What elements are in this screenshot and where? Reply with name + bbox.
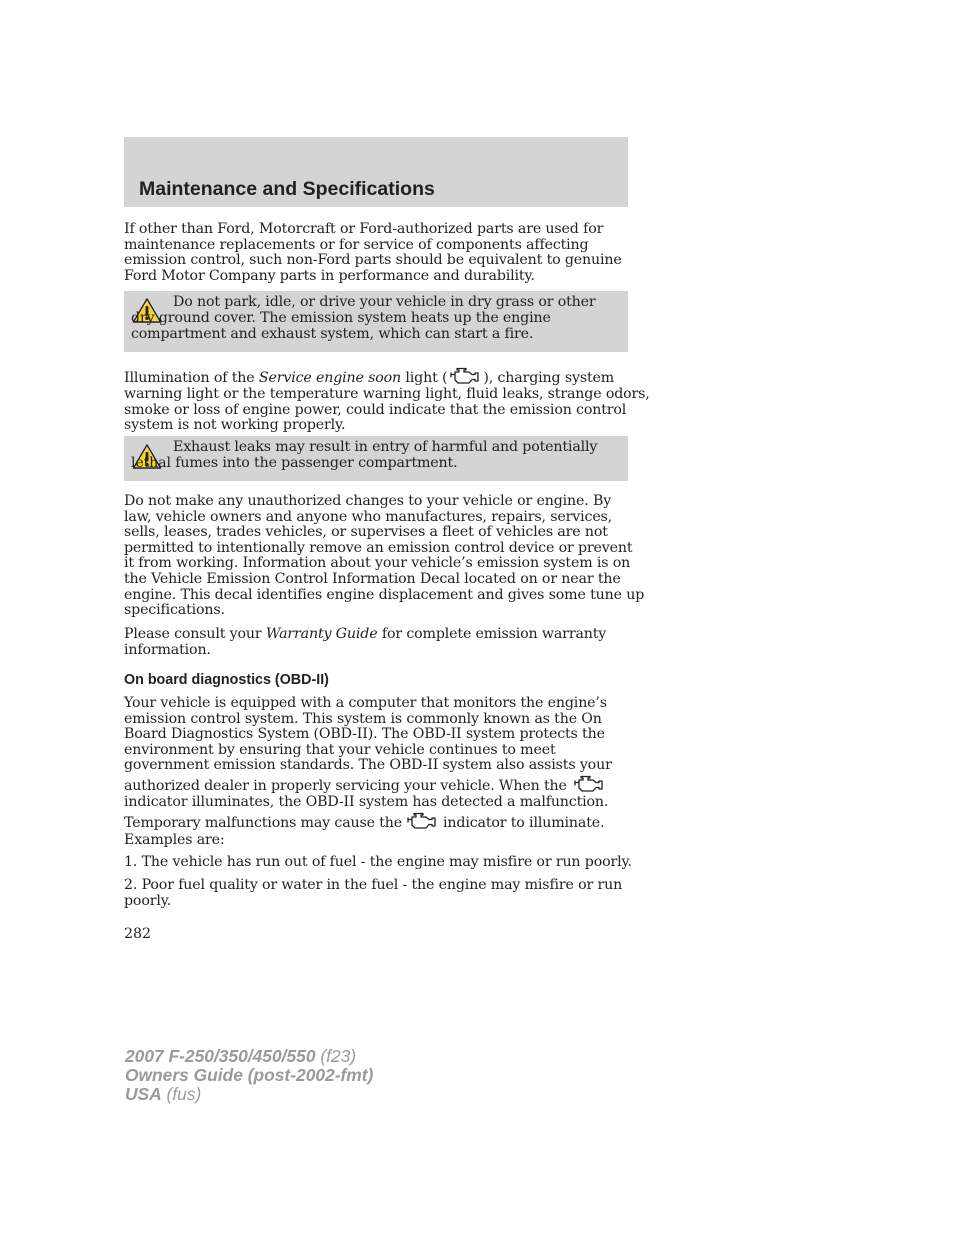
document-footer: [125, 1047, 373, 1103]
warning-text: Exhaust leaks may result in entry of harmful and potentially lethal fumes into the passenger compartment.: [131, 439, 598, 472]
warning-box-fire: [124, 291, 628, 352]
text-line: it from working. Information about your vehicle’s emission system is on: [124, 555, 631, 572]
footer-line: [125, 1085, 373, 1104]
footer-line: [125, 1047, 373, 1066]
illumination-paragraph: [124, 366, 650, 434]
text-span: authorized dealer in properly servicing your vehicle. When the: [124, 777, 567, 794]
section-header-band: [124, 137, 628, 207]
list-item: 1. The vehicle has run out of fuel - the engine may misfire or run poorly.: [124, 854, 632, 870]
text-line: system is not working properly.: [124, 417, 346, 434]
text-line: Ford Motor Company parts in performance and durability.: [124, 267, 535, 284]
obd-paragraph: [124, 696, 628, 848]
text-span: Please consult your: [124, 626, 266, 642]
text-line: smoke or loss of engine power, could indicate that the emission control: [124, 401, 627, 418]
text-span: ), charging system: [483, 370, 615, 386]
text-line: maintenance replacements or for service of components affecting: [124, 236, 589, 253]
text-line: indicator illuminates, the OBD-II system has detected a malfunction.: [124, 793, 609, 810]
text-span: for complete emission warranty: [377, 626, 607, 642]
text-line: Your vehicle is equipped with a computer that monitors the engine’s: [124, 695, 607, 711]
text-line: Examples are:: [124, 831, 225, 848]
list-item: poorly.: [124, 892, 172, 909]
warning-text: Do not park, idle, or drive your vehicle in dry grass or other dry ground cover. The emission system heats up the engine compartment and exhaust system, which can start a fire.: [131, 294, 596, 343]
text-line: Do not make any unauthorized changes to your vehicle or engine. By: [124, 493, 612, 509]
footer-code: (f23): [315, 1046, 357, 1066]
page-number: 282: [124, 926, 152, 942]
text-line: sells, leases, trades vehicles, or supervises a fleet of vehicles are not: [124, 524, 608, 541]
text-line: permitted to intentionally remove an emission control device or prevent: [124, 539, 633, 556]
list-item: 2. Poor fuel quality or water in the fuel - the engine may misfire or run: [124, 877, 623, 893]
examples-list: [124, 854, 632, 871]
warranty-guide-term: Warranty Guide: [265, 626, 378, 642]
engine-icon: [447, 366, 483, 386]
unauthorized-changes-paragraph: [124, 493, 645, 619]
text-line: emission control, such non-Ford parts should be equivalent to genuine: [124, 252, 622, 269]
service-engine-soon-term: Service engine soon: [258, 370, 402, 386]
text-line: specifications.: [124, 602, 225, 619]
text-line: environment by ensuring that your vehicle continues to meet: [124, 741, 556, 758]
text-line: emission control system. This system is commonly known as the On: [124, 710, 602, 727]
text-line: warning light or the temperature warning light, fluid leaks, strange odors,: [124, 386, 650, 402]
engine-icon: [402, 811, 442, 831]
text-line: law, vehicle owners and anyone who manufactures, repairs, services,: [124, 508, 613, 525]
text-line: Board Diagnostics System (OBD-II). The OBD-II system protects the: [124, 726, 605, 743]
page-title: Maintenance and Specifications: [139, 178, 435, 200]
warning-box-exhaust: [124, 436, 628, 481]
footer-model: 2007 F-250/350/450/550: [125, 1046, 316, 1066]
text-span: light (: [401, 370, 448, 386]
text-line: [124, 811, 628, 833]
text-line: [124, 627, 628, 643]
intro-paragraph: [124, 222, 628, 284]
footer-region: USA: [125, 1083, 162, 1104]
footer-guide: Owners Guide (post-2002-fmt): [125, 1064, 374, 1085]
text-line: If other than Ford, Motorcraft or Ford-authorized parts are used for: [124, 221, 604, 237]
text-line: engine. This decal identifies engine displacement and gives some tune up: [124, 586, 645, 603]
text-span: Illumination of the: [124, 370, 259, 386]
text-span: indicator to illuminate.: [443, 814, 605, 831]
footer-line: [125, 1066, 373, 1085]
text-line: [124, 774, 628, 795]
text-span: Temporary malfunctions may cause the: [124, 814, 403, 831]
examples-list: [124, 878, 628, 909]
section-heading-obd: On board diagnostics (OBD-II): [124, 672, 329, 688]
text-line: the Vehicle Emission Control Information Decal located on or near the: [124, 570, 621, 587]
text-line: government emission standards. The OBD-II system also assists your: [124, 757, 612, 774]
engine-icon: [571, 774, 607, 794]
warranty-paragraph: [124, 627, 628, 658]
text-line: information.: [124, 641, 211, 658]
footer-region-code: (fus): [161, 1083, 202, 1104]
text-line: [124, 366, 628, 387]
